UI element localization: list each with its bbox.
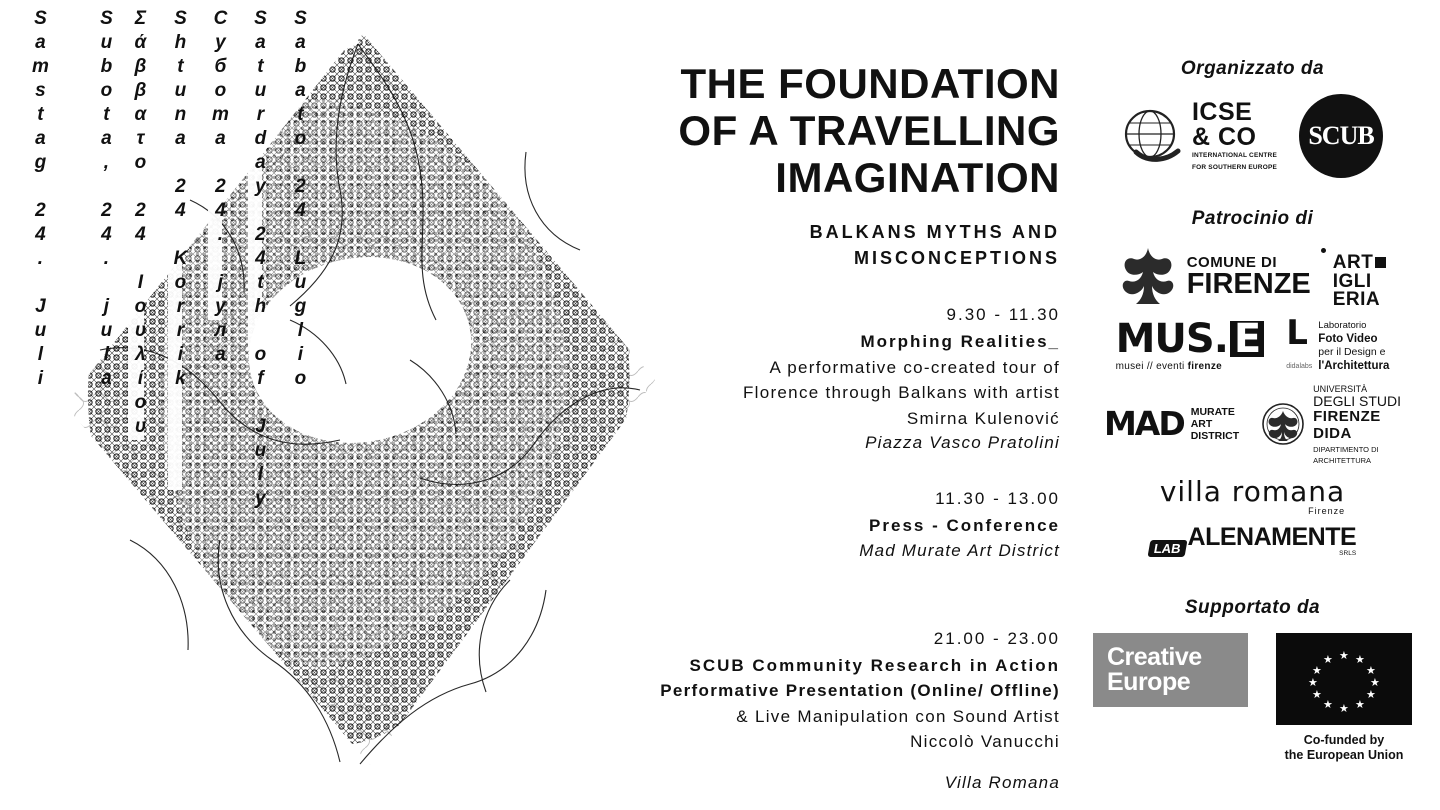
comune-label-bottom: FIRENZE (1186, 267, 1311, 300)
session-1-desc-1: A performative co-created tour of (769, 357, 1060, 377)
mad-line-1: MURATE (1190, 406, 1235, 419)
artiglieria-line-3: ERIA (1332, 289, 1381, 311)
alenamente-wordmark: ALENAMENTE (1187, 522, 1357, 551)
session-3-title: SCUB Community Research in Action (689, 655, 1060, 675)
logo-column (1075, 58, 1430, 774)
subtitle-line-1: BALKANS MYTHS AND (809, 222, 1060, 243)
session-3-artist: Niccolò Vanucchi (910, 732, 1060, 752)
artiglieria-line-1 (1333, 254, 1387, 273)
logo-creative-europe (1093, 633, 1248, 707)
logo-lab-foto-video (1286, 312, 1390, 374)
unifi-text-block (1313, 384, 1401, 465)
date-serbian: Субота 24. јула (209, 8, 231, 368)
muse-text: MUS. (1115, 316, 1228, 363)
labfv-text-block (1318, 320, 1389, 374)
labfv-l-mark: L (1286, 312, 1308, 353)
comune-label-top: COMUNE DI (1186, 253, 1278, 271)
mad-line-2: ART (1190, 418, 1213, 431)
eu-caption-line-1: Co-funded by (1303, 732, 1385, 747)
creative-europe-line-2: Europe (1107, 667, 1191, 696)
artiglieria-square-icon (1375, 257, 1386, 268)
muse-tagline-b: firenze (1187, 361, 1222, 373)
labfv-line-2: Foto Video (1318, 332, 1378, 345)
icse-text-block (1192, 100, 1277, 171)
unifi-line-2: DEGLI STUDI (1313, 392, 1402, 409)
logo-universita-firenze (1261, 384, 1401, 465)
icse-name-line-2: & CO (1191, 122, 1257, 151)
page-title (620, 60, 1060, 201)
logo-artiglieria (1333, 244, 1387, 310)
session-1-title: Morphing Realities_ (860, 332, 1060, 352)
villa-romana-city: Firenze (1308, 505, 1346, 516)
artiglieria-text-1: ART (1332, 252, 1374, 273)
alenamente-wordmark-wrap (1187, 522, 1357, 557)
heading-organized-by: Organizzato da (1180, 58, 1325, 79)
eu-caption-line-2: the European Union (1284, 748, 1404, 763)
labfv-line-4: l'Architettura (1318, 360, 1390, 373)
session-1 (620, 305, 1060, 453)
unifi-line-6: ARCHITETTURA (1313, 455, 1372, 465)
heading-supported-by: Supportato da (1184, 596, 1321, 618)
eu-caption (1276, 733, 1412, 764)
session-2-venue: Mad Murate Art District (859, 540, 1060, 560)
unifi-line-1: UNIVERSITÀ (1313, 383, 1368, 394)
artiglieria-line-2: IGLI (1332, 270, 1372, 292)
title-line-2: OF A TRAVELLING (678, 107, 1060, 155)
unifi-line-3: FIRENZE (1313, 408, 1381, 426)
subtitle-line-2: MISCONCEPTIONS (853, 248, 1060, 269)
logo-comune-di-firenze (1119, 245, 1311, 309)
logo-european-union (1276, 633, 1412, 764)
unifi-crest-icon (1261, 398, 1305, 450)
mad-text-block (1191, 406, 1239, 442)
session-2-title: Press - Conference (869, 516, 1060, 536)
villa-romana-wordmark: villa romana (1159, 474, 1346, 508)
date-english: Saturday 24th of July (249, 8, 271, 512)
muse-tagline-a: musei // eventi (1115, 361, 1188, 373)
muse-tagline (1116, 361, 1265, 372)
icse-sub-line-1: INTERNATIONAL CENTRE (1191, 152, 1277, 160)
organizers-row (1075, 94, 1430, 178)
comune-text-block (1187, 255, 1311, 299)
patronage-row-1 (1075, 244, 1430, 310)
logo-muse (1115, 316, 1265, 373)
page-subtitle (620, 219, 1060, 271)
labfv-line-3: per il Design e (1318, 346, 1386, 359)
session-3 (620, 629, 1060, 793)
event-info-panel (620, 60, 1060, 793)
session-2-time: 11.30 - 13.00 (935, 489, 1060, 509)
title-line-1: THE FOUNDATION (680, 60, 1060, 107)
logo-icse-and-co (1122, 100, 1277, 171)
labfv-mark-wrap (1286, 312, 1313, 371)
patronage-row-3 (1075, 384, 1430, 465)
icse-name-line-1: ICSE (1191, 98, 1253, 127)
mad-wordmark: MAD (1103, 404, 1184, 444)
supporters-row (1075, 633, 1430, 764)
title-line-3: IMAGINATION (775, 154, 1060, 202)
mad-line-3: DISTRICT (1190, 430, 1240, 443)
date-greek: Σάββατο 24 Ιουλίου (129, 8, 151, 440)
alenamente-lab-badge: LAB (1147, 540, 1187, 557)
muse-wordmark (1115, 316, 1265, 363)
labfv-line-1: Laboratorio (1318, 319, 1367, 331)
session-3-time: 21.00 - 23.00 (933, 628, 1060, 648)
logo-scub: SCUB (1299, 94, 1383, 178)
date-albanian: Shtuna 24 Korrik (169, 8, 191, 392)
patronage-row-2 (1075, 312, 1430, 374)
date-bosnian: Subota, 24. jula (95, 8, 117, 392)
unifi-line-5: DIPARTIMENTO DI (1313, 444, 1379, 454)
date-german: Samstag 24. Juli (29, 8, 51, 392)
muse-boxed-e: E (1230, 321, 1264, 357)
icse-sub-line-2: FOR SOUTHERN EUROPE (1191, 163, 1278, 171)
creative-europe-line-1: Creative (1107, 642, 1202, 671)
session-3-venue: Villa Romana (944, 772, 1060, 792)
labfv-didalabs: didalabs (1286, 363, 1313, 371)
session-1-artist: Smirna Kulenović (906, 408, 1060, 428)
session-2 (620, 489, 1060, 561)
session-1-venue: Piazza Vasco Pratolini (865, 433, 1060, 453)
logo-lab-alenamente (1149, 522, 1357, 557)
giglio-fleur-de-lis-icon (1119, 245, 1177, 309)
date-column-group (18, 0, 338, 810)
patronage-row-4 (1075, 475, 1430, 516)
alenamente-srls: SRLS (1339, 549, 1357, 557)
unifi-line-4: DIDA (1313, 425, 1352, 443)
logo-villa-romana (1160, 475, 1345, 516)
logo-mad-murate (1104, 406, 1239, 442)
session-1-desc-2: Florence through Balkans with artist (742, 383, 1060, 403)
artiglieria-dot-icon (1321, 248, 1326, 253)
globe-icon (1122, 107, 1184, 165)
session-3-desc-1: Performative Presentation (Online/ Offline) (660, 681, 1060, 701)
patronage-row-5 (1075, 522, 1430, 557)
date-italian: Sabato 24 Luglio (289, 8, 311, 392)
session-3-desc-2: & Live Manipulation con Sound Artist (736, 706, 1060, 726)
eu-flag-icon: ★ ★ ★ ★ ★ ★ ★ ★ ★ ★ ★ ★ (1276, 633, 1412, 725)
session-1-time: 9.30 - 11.30 (946, 305, 1060, 325)
heading-patronage: Patrocinio di (1191, 208, 1314, 229)
